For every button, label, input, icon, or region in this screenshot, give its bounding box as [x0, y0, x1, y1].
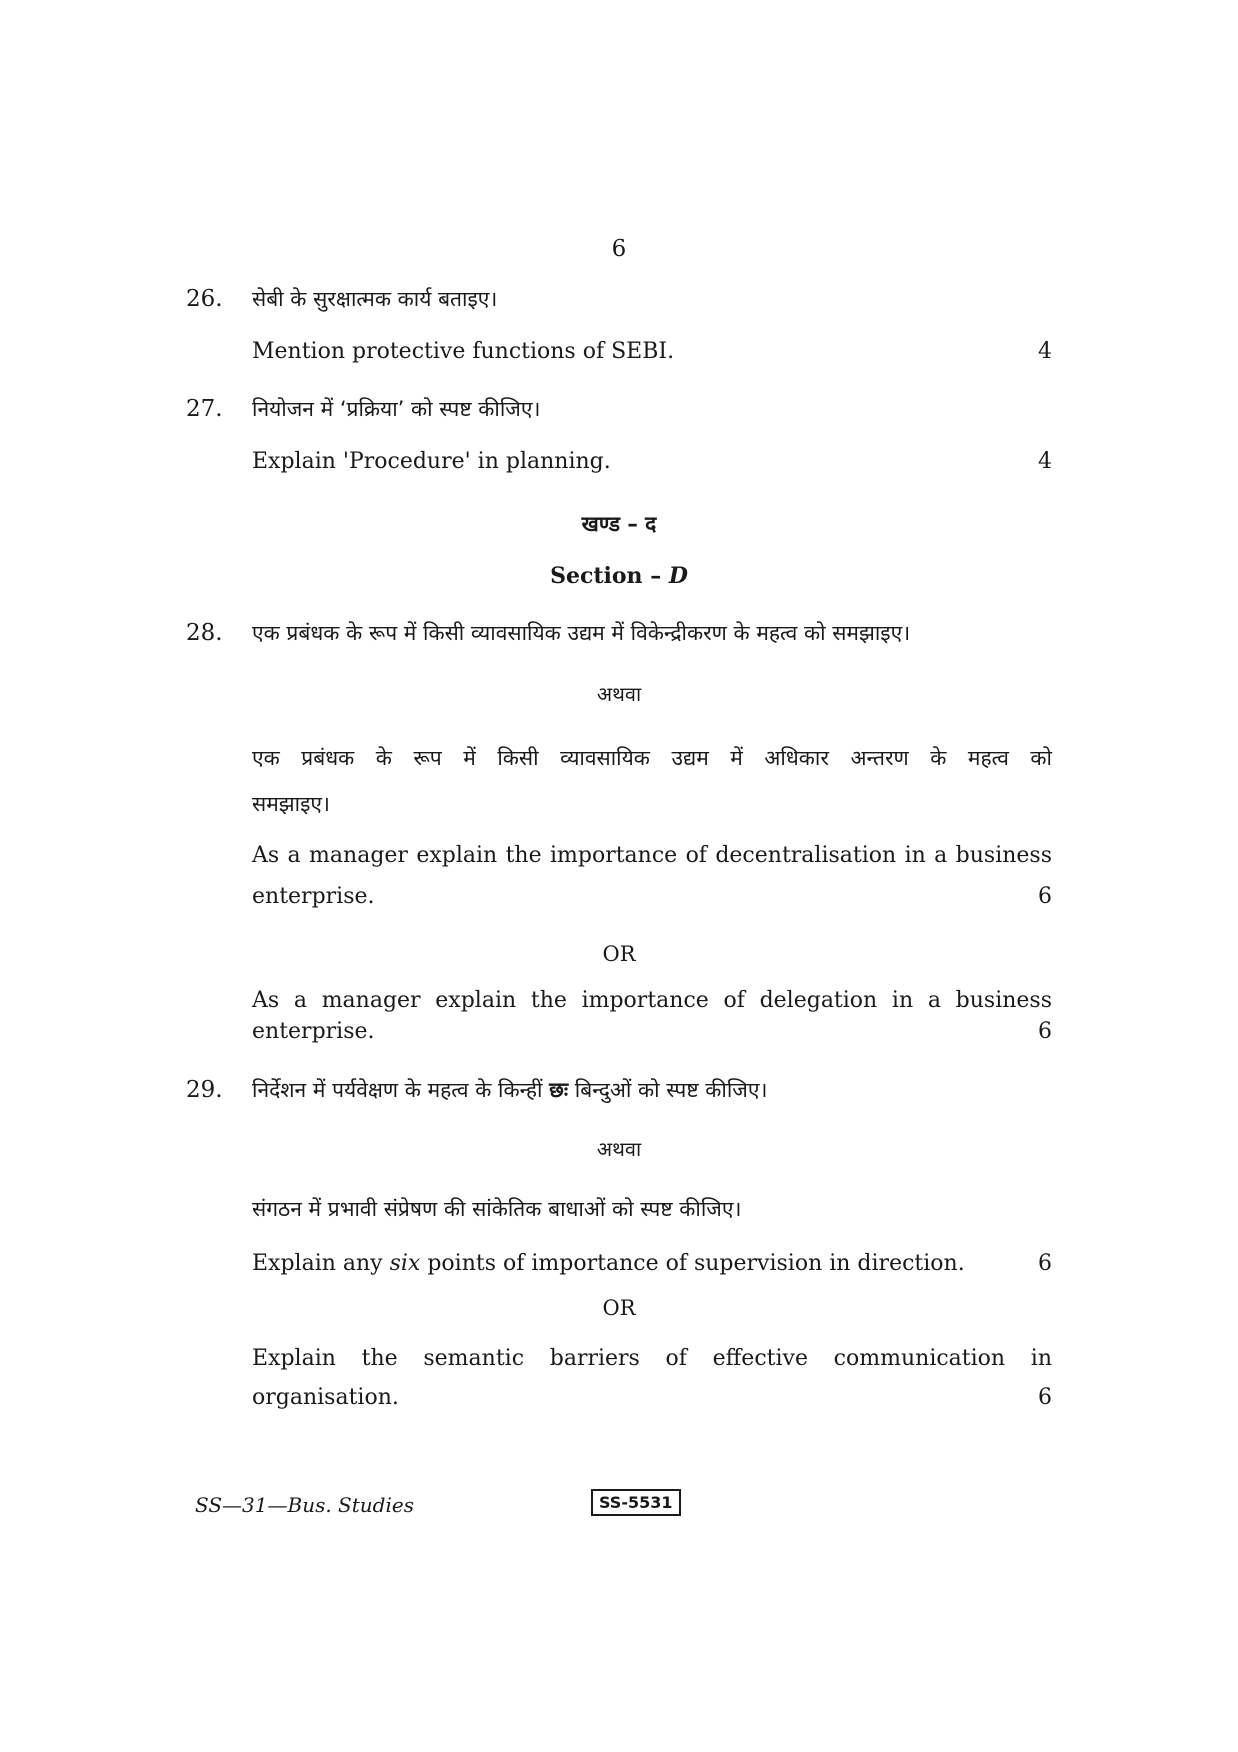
question-29-alt-english-line2: organisation. — [252, 1385, 399, 1410]
question-29-marks: 6 — [1038, 1251, 1052, 1276]
question-29-english: Explain any six points of importance of supervision in direction. — [252, 1251, 965, 1276]
question-29-hindi-emphasis: छः — [549, 1078, 569, 1102]
footer-subject-code: SS—31—Bus. Studies — [195, 1493, 414, 1517]
question-29-english-emphasis: six — [389, 1251, 421, 1276]
footer-paper-code: SS-5531 — [591, 1489, 681, 1516]
page-number: 6 — [611, 236, 627, 262]
question-28-english-line2: enterprise. — [252, 884, 375, 909]
question-number-28: 28. — [186, 620, 223, 646]
question-28-alt-marks: 6 — [1038, 1019, 1052, 1044]
question-28-alt-hindi-line2: समझाइए। — [252, 792, 330, 816]
question-28-alt-english-line1: As a manager explain the importance of delegation in a business — [252, 988, 1052, 1013]
question-26-marks: 4 — [1038, 339, 1052, 364]
question-27-marks: 4 — [1038, 449, 1052, 474]
question-29-alt-marks: 6 — [1038, 1385, 1052, 1410]
question-28-alt-english-line2: enterprise. — [252, 1019, 375, 1044]
question-number-26: 26. — [186, 286, 223, 312]
question-28-english-line1: As a manager explain the importance of decentralisation in a business — [252, 843, 1052, 868]
question-28-marks: 6 — [1038, 884, 1052, 909]
question-26-hindi: सेबी के सुरक्षात्मक कार्य बताइए। — [252, 287, 498, 311]
question-27-hindi: नियोजन में ‘प्रक्रिया’ को स्पष्ट कीजिए। — [252, 397, 541, 421]
section-heading-english: Section – D — [550, 563, 688, 589]
question-28-alt-hindi-line1: एक प्रबंधक के रूप में किसी व्यावसायिक उद्यम में अधिकार अन्तरण के महत्व को — [252, 746, 1052, 770]
question-26-english: Mention protective functions of SEBI. — [252, 339, 675, 364]
section-letter: D — [668, 563, 688, 589]
question-27-english: Explain 'Procedure' in planning. — [252, 449, 611, 474]
question-number-29: 29. — [186, 1077, 223, 1103]
question-28-or-english: OR — [602, 942, 636, 966]
question-29-hindi: निर्देशन में पर्यवेक्षण के महत्व के किन्हीं छः बिन्दुओं को स्पष्ट कीजिए। — [252, 1078, 768, 1102]
question-29-or-hindi: अथवा — [596, 1137, 642, 1161]
question-29-alt-english-line1: Explain the semantic barriers of effective communication in — [252, 1346, 1052, 1371]
section-heading-hindi: खण्ड – द — [581, 512, 657, 536]
question-29-alt-hindi: संगठन में प्रभावी संप्रेषण की सांकेतिक बाधाओं को स्पष्ट कीजिए। — [252, 1197, 742, 1221]
question-29-or-english: OR — [602, 1296, 636, 1320]
question-number-27: 27. — [186, 396, 223, 422]
question-28-or-hindi: अथवा — [596, 682, 642, 706]
question-28-hindi: एक प्रबंधक के रूप में किसी व्यावसायिक उद्यम में विकेन्द्रीकरण के महत्व को समझाइए। — [252, 621, 911, 645]
